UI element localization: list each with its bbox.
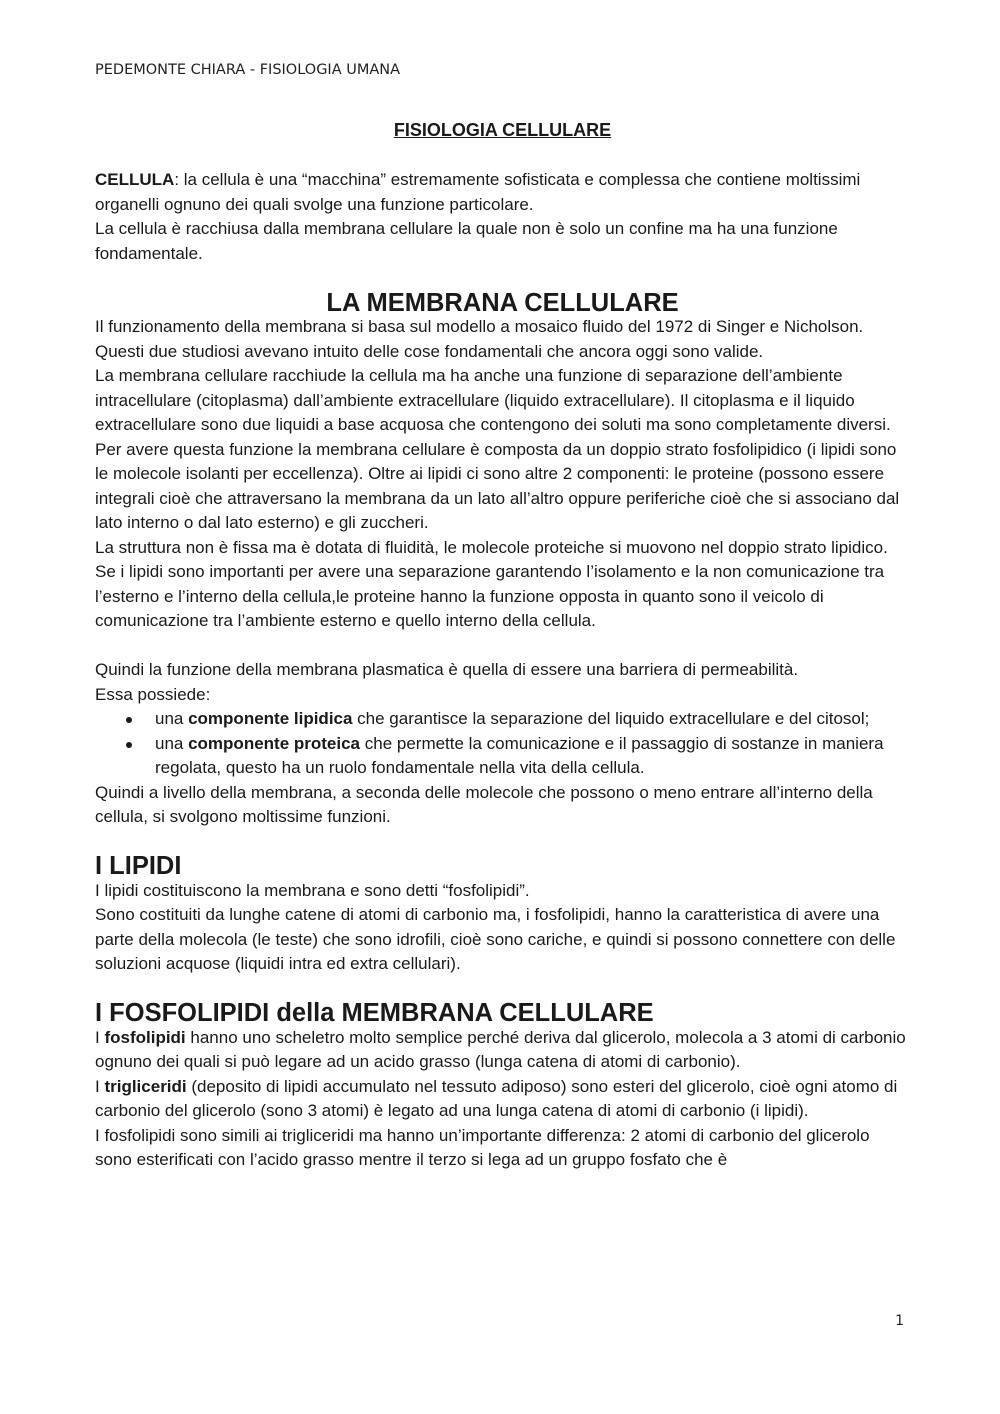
document-title: FISIOLOGIA CELLULARE — [393, 120, 612, 140]
intro-paragraph-2: La cellula è racchiusa dalla membrana cellulare la quale non è solo un confine ma ha una funzione fondamentale. — [95, 219, 838, 263]
summary-line: Essa possiede: — [95, 684, 211, 704]
page-content — [95, 118, 910, 1173]
membrane-paragraph: Il funzionamento della membrana si basa sul modello a mosaico fluido del 1972 di Singer e Nicholson. Questi due studiosi avevano intuito delle cose fondamentali che ancora oggi sono valide. — [95, 317, 864, 361]
membrane-closing: Quindi a livello della membrana, a seconda delle molecole che possono o meno entrare all’interno della cellula, si svolgono moltissime funzioni. — [95, 782, 873, 826]
paragraph-text: I — [95, 1076, 105, 1096]
membrane-paragraph: Se i lipidi sono importanti per avere una separazione garantendo l’isolamento e la non comunicazione tra l’esterno e l’interno della cellula,le proteine hanno la funzione opposta in quanto sono il veicolo di comunicazione tra l’ambiente esterno e quello interno della cellula. — [95, 562, 885, 630]
keyword-trigliceridi: trigliceridi — [104, 1076, 187, 1096]
intro-paragraph — [95, 168, 910, 217]
paragraph-text: hanno uno scheletro molto semplice perché deriva dal glicerolo, molecola a 3 atomi di carbonio ognuno dei quali si può legare ad un acido grasso (lunga catena di atomi di carbonio). — [95, 1027, 906, 1071]
spacer — [95, 634, 910, 659]
intro-text: : la cellula è una “macchina” estremamente sofisticata e complessa che contiene moltissimi organelli ognuno dei quali svolge una funzione particolare. — [95, 170, 861, 214]
keyword-fosfolipidi: fosfolipidi — [104, 1027, 186, 1047]
list-item-keyword: componente lipidica — [188, 709, 353, 728]
membrane-paragraph: Per avere questa funzione la membrana cellulare è composta da un doppio strato fosfolipidico (i lipidi sono le molecole isolanti per eccellenza). Oltre ai lipidi ci sono altre 2 componenti: le proteine (possono essere integrali cioè che attraversano la membrana da un lato all’altro oppure periferiche cioè che si associano dal lato interno o dal lato esterno) e gli zuccheri. — [95, 439, 900, 532]
paragraph-text: (deposito di lipidi accumulato nel tessuto adiposo) sono esteri del glicerolo, cioè ogni atomo di carbonio del glicerolo (sono 3 atomi) è legato ad una lunga catena di atomi di carbonio (i lipidi). — [95, 1076, 898, 1120]
list-item — [155, 707, 910, 732]
section-heading-lipids: I LIPIDI — [95, 852, 182, 880]
bullet-icon — [126, 742, 132, 748]
section-heading-membrane: LA MEMBRANA CELLULARE — [326, 288, 679, 317]
phospholipids-paragraph — [95, 1075, 910, 1124]
list-item-text: che permette la comunicazione e il passaggio di sostanze in maniera regolata, questo ha un ruolo fondamentale nella vita della cellula. — [155, 733, 884, 777]
component-list — [95, 707, 910, 781]
running-header: PEDEMONTE CHIARA - FISIOLOGIA UMANA — [95, 62, 401, 78]
page-number: 1 — [895, 1313, 904, 1329]
membrane-paragraph: La struttura non è fissa ma è dotata di fluidità, le molecole proteiche si muovono nel doppio strato lipidico. — [95, 537, 888, 557]
list-item — [155, 732, 910, 781]
intro-term: CELLULA — [95, 170, 175, 189]
list-item-text: una — [155, 733, 189, 753]
list-item-text: che garantisce la separazione del liquido extracellulare e del citosol; — [352, 709, 870, 728]
spacer — [95, 266, 910, 291]
spacer — [95, 830, 910, 855]
list-item-keyword: componente proteica — [188, 733, 361, 753]
spacer — [95, 977, 910, 1002]
paragraph-text: I — [95, 1027, 105, 1047]
lipids-paragraph: I lipidi costituiscono la membrana e sono detti “fosfolipidi”. — [95, 880, 530, 900]
summary-line: Quindi la funzione della membrana plasmatica è quella di essere una barriera di permeabilità. — [95, 660, 799, 679]
list-item-text: una — [155, 709, 189, 728]
membrane-paragraph: La membrana cellulare racchiude la cellula ma ha anche una funzione di separazione dell’ambiente intracellulare (citoplasma) dall’ambiente extracellulare (liquido extracellulare). Il citoplasma e il liquido extracellulare sono due liquidi a base acquosa che contengono dei soluti ma sono completamente diversi. — [95, 366, 891, 434]
bullet-icon — [126, 717, 132, 723]
phospholipids-paragraph: I fosfolipidi sono simili ai trigliceridi ma hanno un’importante differenza: 2 atomi di carbonio del glicerolo sono esterificati con l’acido grasso mentre il terzo si lega ad un gruppo fosfato che è — [95, 1125, 870, 1169]
section-heading-phospholipids: I FOSFOLIPIDI della MEMBRANA CELLULARE — [95, 999, 654, 1027]
lipids-paragraph: Sono costituiti da lunghe catene di atomi di carbonio ma, i fosfolipidi, hanno la caratteristica di avere una parte della molecola (le teste) che sono idrofili, cioè sono cariche, e quindi si possono connettere con delle soluzioni acquose (liquidi intra ed extra cellulari). — [95, 905, 896, 973]
phospholipids-paragraph — [95, 1026, 910, 1075]
